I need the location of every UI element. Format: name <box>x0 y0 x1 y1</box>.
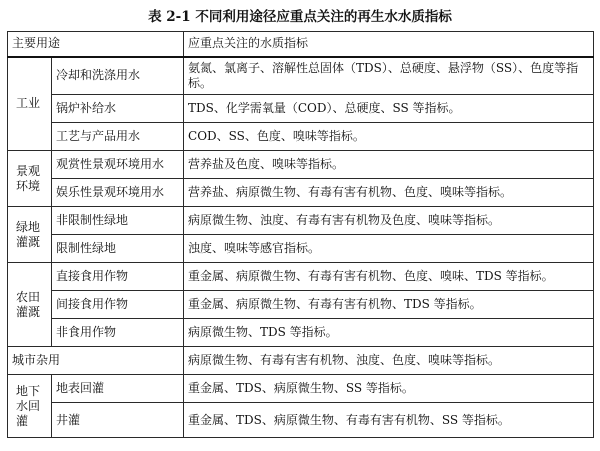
category-cell: 景观 环境 <box>8 151 52 207</box>
requirement-cell: 重金属、病原微生物、有毒有害有机物、色度、嗅味、TDS 等指标。 <box>184 263 594 291</box>
category-cell: 绿地 灌溉 <box>8 207 52 263</box>
requirement-cell: 氨氮、氯离子、溶解性总固体（TDS）、总硬度、悬浮物（SS）、色度等指标。 <box>184 57 594 95</box>
use-cell: 非食用作物 <box>52 319 184 347</box>
use-cell: 直接食用作物 <box>52 263 184 291</box>
header-category: 主要用途 <box>8 32 184 57</box>
use-cell: 娱乐性景观环境用水 <box>52 179 184 207</box>
requirement-cell: 病原微生物、浊度、有毒有害有机物及色度、嗅味等指标。 <box>184 207 594 235</box>
header-requirement: 应重点关注的水质指标 <box>184 32 594 57</box>
table-row <box>8 207 594 235</box>
requirement-cell: 病原微生物、TDS 等指标。 <box>184 319 594 347</box>
use-cell: 间接食用作物 <box>52 291 184 319</box>
table-row <box>8 403 594 438</box>
requirement-cell: COD、SS、色度、嗅味等指标。 <box>184 123 594 151</box>
use-cell: 观赏性景观环境用水 <box>52 151 184 179</box>
requirement-cell: 营养盐及色度、嗅味等指标。 <box>184 151 594 179</box>
use-cell: 锅炉补给水 <box>52 95 184 123</box>
requirement-cell: 病原微生物、有毒有害有机物、浊度、色度、嗅味等指标。 <box>184 347 594 375</box>
requirement-cell: 营养盐、病原微生物、有毒有害有机物、色度、嗅味等指标。 <box>184 179 594 207</box>
category-cell: 地下 水回 灌 <box>8 375 52 438</box>
water-quality-table <box>7 31 594 438</box>
category-cell: 工业 <box>8 57 52 151</box>
requirement-cell: 浊度、嗅味等感官指标。 <box>184 235 594 263</box>
table-header-row <box>8 32 594 57</box>
use-cell: 井灌 <box>52 403 184 438</box>
table-row <box>8 179 594 207</box>
table-row <box>8 347 594 375</box>
requirement-cell: 重金属、病原微生物、有毒有害有机物、TDS 等指标。 <box>184 291 594 319</box>
category-cell: 城市杂用 <box>8 347 184 375</box>
table-caption: 表 2-1 不同利用途径应重点关注的再生水水质指标 <box>148 9 452 25</box>
requirement-cell: 重金属、TDS、病原微生物、SS 等指标。 <box>184 375 594 403</box>
table-row <box>8 375 594 403</box>
requirement-cell: 重金属、TDS、病原微生物、有毒有害有机物、SS 等指标。 <box>184 403 594 438</box>
table-row <box>8 95 594 123</box>
table-row <box>8 263 594 291</box>
table-row <box>8 235 594 263</box>
table-row <box>8 291 594 319</box>
table-row <box>8 319 594 347</box>
use-cell: 限制性绿地 <box>52 235 184 263</box>
use-cell: 工艺与产品用水 <box>52 123 184 151</box>
use-cell: 冷却和洗涤用水 <box>52 57 184 95</box>
use-cell: 地表回灌 <box>52 375 184 403</box>
use-cell: 非限制性绿地 <box>52 207 184 235</box>
table-row <box>8 57 594 95</box>
category-cell: 农田 灌溉 <box>8 263 52 347</box>
table-row <box>8 123 594 151</box>
requirement-cell: TDS、化学需氧量（COD）、总硬度、SS 等指标。 <box>184 95 594 123</box>
table-row <box>8 151 594 179</box>
